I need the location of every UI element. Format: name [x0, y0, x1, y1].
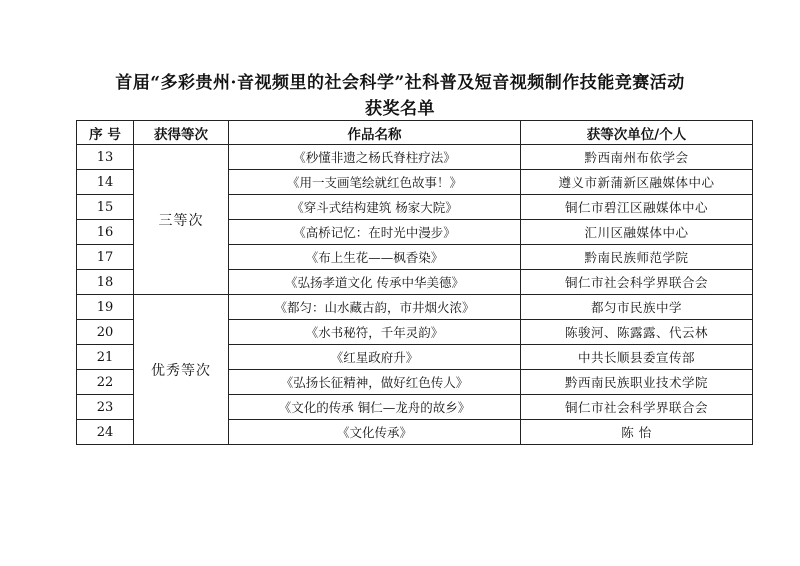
awards-table — [76, 120, 753, 445]
header-unit: 获等次单位/个人 — [521, 121, 753, 145]
work-title: 《文化传承》 — [229, 420, 521, 445]
row-number: 14 — [77, 170, 134, 195]
award-unit: 黔南民族师范学院 — [521, 245, 753, 270]
award-unit: 都匀市民族中学 — [521, 295, 753, 320]
award-unit: 黔西南民族职业技术学院 — [521, 370, 753, 395]
row-number: 13 — [77, 145, 134, 170]
table-header-row — [77, 121, 753, 145]
row-number: 17 — [77, 245, 134, 270]
award-unit: 黔西南州布依学会 — [521, 145, 753, 170]
award-unit: 铜仁市社会科学界联合会 — [521, 270, 753, 295]
table-body — [77, 145, 753, 445]
row-number: 21 — [77, 345, 134, 370]
work-title: 《水书秘符，千年灵韵》 — [229, 320, 521, 345]
work-title: 《都匀：山水藏古韵，市井烟火浓》 — [229, 295, 521, 320]
document-subtitle: 获奖名单 — [365, 99, 435, 119]
award-unit: 陈 怡 — [521, 420, 753, 445]
row-number: 19 — [77, 295, 134, 320]
row-number: 23 — [77, 395, 134, 420]
work-title: 《红星政府升》 — [229, 345, 521, 370]
award-level-cell: 三等次 — [134, 145, 229, 295]
award-unit: 铜仁市社会科学界联合会 — [521, 395, 753, 420]
award-unit: 中共长顺县委宣传部 — [521, 345, 753, 370]
work-title: 《布上生花——枫香染》 — [229, 245, 521, 270]
row-number: 18 — [77, 270, 134, 295]
table-row — [77, 145, 753, 170]
work-title: 《文化的传承 铜仁—龙舟的故乡》 — [229, 395, 521, 420]
work-title: 《用一支画笔绘就红色故事！》 — [229, 170, 521, 195]
work-title: 《穿斗式结构建筑 杨家大院》 — [229, 195, 521, 220]
award-unit: 铜仁市碧江区融媒体中心 — [521, 195, 753, 220]
header-level: 获得等次 — [134, 121, 229, 145]
award-unit: 遵义市新蒲新区融媒体中心 — [521, 170, 753, 195]
row-number: 15 — [77, 195, 134, 220]
work-title: 《弘扬长征精神，做好红色传人》 — [229, 370, 521, 395]
header-work: 作品名称 — [229, 121, 521, 145]
row-number: 22 — [77, 370, 134, 395]
row-number: 20 — [77, 320, 134, 345]
header-num: 序 号 — [77, 121, 134, 145]
award-level-cell: 优秀等次 — [134, 295, 229, 445]
work-title: 《高桥记忆：在时光中漫步》 — [229, 220, 521, 245]
award-unit: 汇川区融媒体中心 — [521, 220, 753, 245]
document-title: 首届“多彩贵州·音视频里的社会科学”社科普及短音视频制作技能竞赛活动 — [115, 73, 685, 93]
table-row — [77, 295, 753, 320]
row-number: 16 — [77, 220, 134, 245]
work-title: 《弘扬孝道文化 传承中华美德》 — [229, 270, 521, 295]
award-unit: 陈骏河、陈露露、代云林 — [521, 320, 753, 345]
work-title: 《秒懂非遗之杨氏脊柱疗法》 — [229, 145, 521, 170]
row-number: 24 — [77, 420, 134, 445]
